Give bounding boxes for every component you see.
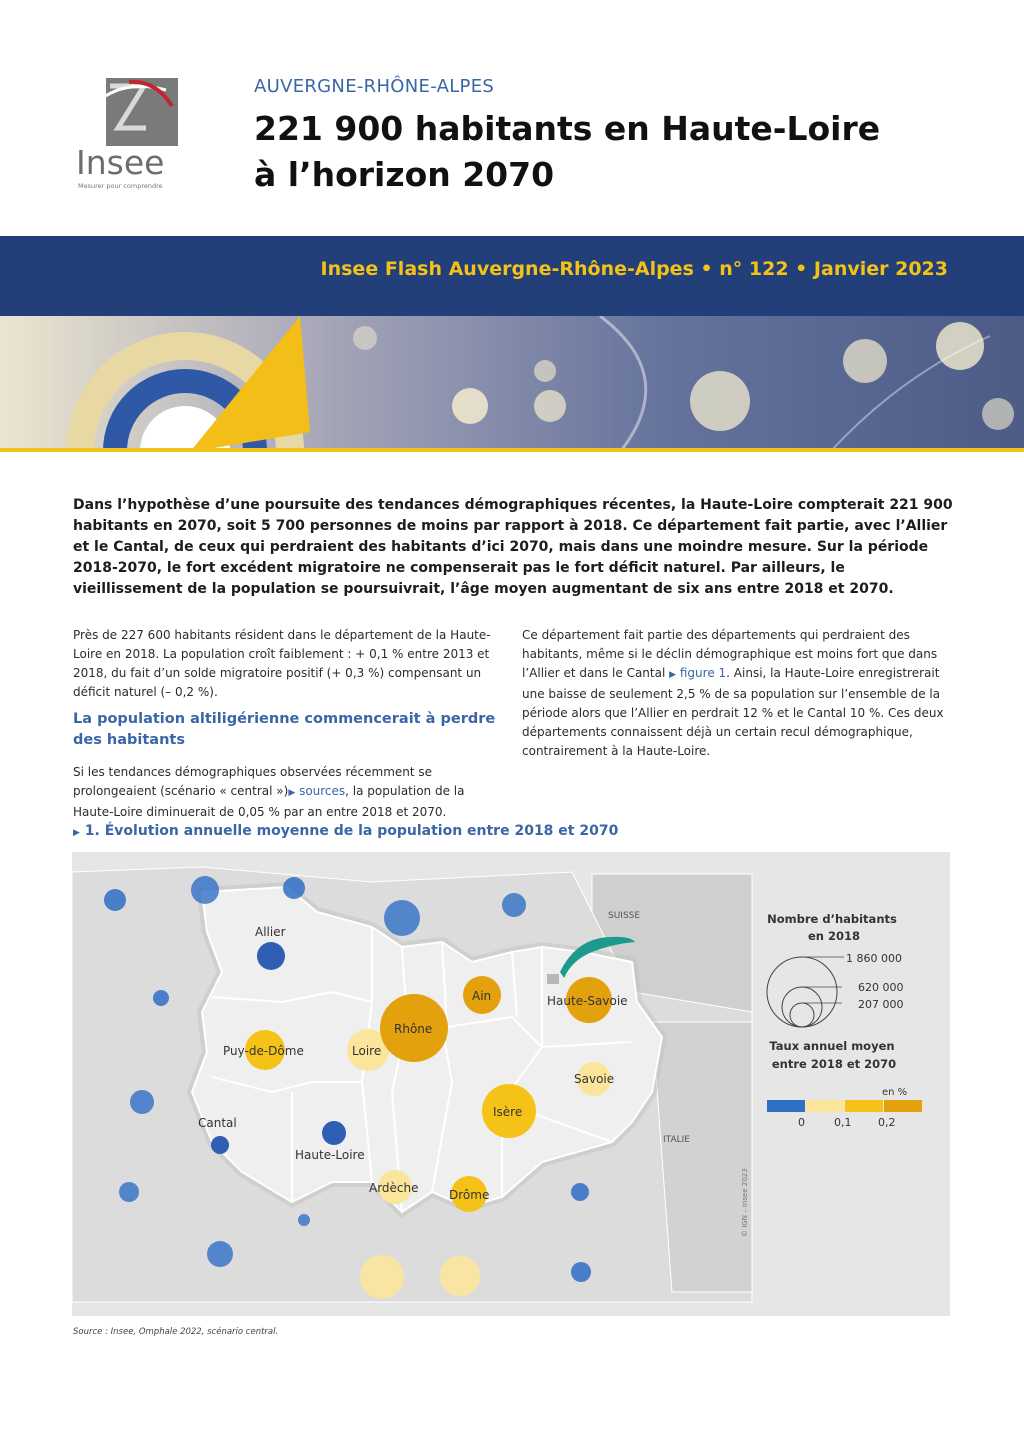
legend-tick-02: 0,2 — [878, 1116, 896, 1129]
page-title — [254, 106, 954, 198]
paragraph-text: . Ainsi, la Haute-Loire enregistrerait une baisse de seulement 2,5 % de sa population sur l’ensemble de la période alors que l’Allier en perdrait 12 % et le Cantal 10 %. Ces deux départements connaissent déjà un certain recul démographique, contrairement à la Haute-Loire. — [522, 666, 944, 758]
body-paragraph-2 — [73, 763, 503, 822]
label-savoie: Savoie — [574, 1072, 615, 1086]
paragraph-text: Si les tendances démographiques observées récemment se prolongeaient (scénario « central ») — [73, 765, 433, 798]
label-loire: Loire — [352, 1044, 382, 1058]
legend-size-title: Nombre d’habitants en 2018 — [767, 912, 897, 943]
logo-text: Insee — [76, 143, 165, 182]
label-cantal: Cantal — [198, 1116, 237, 1130]
legend-size-min: 207 000 — [858, 998, 904, 1011]
legend-size-max: 1 860 000 — [846, 952, 902, 965]
legend-tick-01: 0,1 — [834, 1116, 852, 1129]
title-line-1: 221 900 habitants en Haute-Loire — [254, 109, 881, 148]
title-line-2: à l’horizon 2070 — [254, 155, 555, 194]
body-paragraph-1: Près de 227 600 habitants résident dans le département de la Haute-Loire en 2018. La population croît faiblement : + 0,1 % entre 2013 et 2018, du fait d’un solde migratoire positif (+ 0,3 %) compensant un déficit naturel (– 0,2 %). — [73, 628, 491, 699]
region-label: AUVERGNE-RHÔNE-ALPES — [254, 76, 495, 97]
label-haute-loire: Haute-Loire — [295, 1148, 365, 1162]
label-allier: Allier — [255, 925, 286, 939]
arrow-right-icon: ▶ — [288, 788, 296, 798]
arrow-right-icon: ▶ — [669, 670, 677, 680]
arrow-right-icon: ▶ — [73, 828, 80, 838]
body-paragraph-3 — [522, 626, 952, 761]
figure-source: Source : Insee, Omphale 2022, scénario central. — [73, 1327, 279, 1337]
legend-size-mid: 620 000 — [858, 981, 904, 994]
figure-link[interactable]: figure 1 — [679, 666, 727, 680]
sources-link[interactable]: sources — [299, 784, 346, 798]
intro-paragraph: Dans l’hypothèse d’une poursuite des tendances démographiques récentes, la Haute-Loire compterait 221 900 habitants en 2070, soit 5 700 personnes de moins par rapport à 2018. Ce département fait partie, avec l’Allier et le Cantal, de ceux qui perdraient des habitants d’ici 2070, mais dans une moindre mesure. Sur la période 2018-2070, le fort excédent migratoire ne compenserait pas le fort déficit naturel. Par ailleurs, le vieillissement de la population se poursuivrait, l’âge moyen augmentant de six ans entre 2018 et 2070. — [73, 497, 953, 597]
section-heading: La population altiligérienne commencerait à perdre des habitants — [73, 711, 496, 748]
label-puy-de-dome: Puy-de-Dôme — [223, 1044, 304, 1058]
figure-title-text: 1. Évolution annuelle moyenne de la population entre 2018 et 2070 — [84, 823, 619, 839]
legend-rate-title: Taux annuel moyen entre 2018 et 2070 — [769, 1039, 897, 1071]
population-map — [72, 852, 950, 1316]
label-italie: ITALIE — [663, 1135, 690, 1145]
label-ain: Ain — [472, 989, 492, 1003]
legend-tick-0: 0 — [798, 1116, 805, 1129]
map-copyright: © IGN – Insee 2023 — [741, 1168, 749, 1237]
label-rhone: Rhône — [394, 1022, 433, 1036]
bubble-allier — [257, 942, 285, 970]
figure-title — [73, 823, 618, 839]
logo-tagline: Mesurer pour comprendre — [78, 182, 163, 190]
bubble-cantal — [211, 1136, 229, 1154]
bubble-haute-loire — [322, 1121, 346, 1145]
decorative-banner — [0, 316, 1024, 452]
label-suisse: SUISSE — [608, 911, 641, 921]
label-ardeche: Ardèche — [369, 1181, 419, 1195]
label-drome: Drôme — [449, 1188, 490, 1202]
paragraph-text: Ce département fait partie des départements qui perdraient des habitants, même si le déclin démographique est moins fort que dans l’Allier et dans le Cantal — [522, 628, 938, 680]
publication-reference: Insee Flash Auvergne-Rhône-Alpes • n° 122 • Janvier 2023 — [320, 258, 948, 280]
insee-logo — [74, 76, 182, 194]
label-isere: Isère — [493, 1105, 523, 1119]
paragraph-text: , la population de la Haute-Loire diminuerait de 0,05 % par an entre 2018 et 2070. — [73, 784, 465, 819]
label-haute-savoie: Haute-Savoie — [547, 994, 628, 1008]
legend-rate-unit: en % — [882, 1087, 908, 1098]
